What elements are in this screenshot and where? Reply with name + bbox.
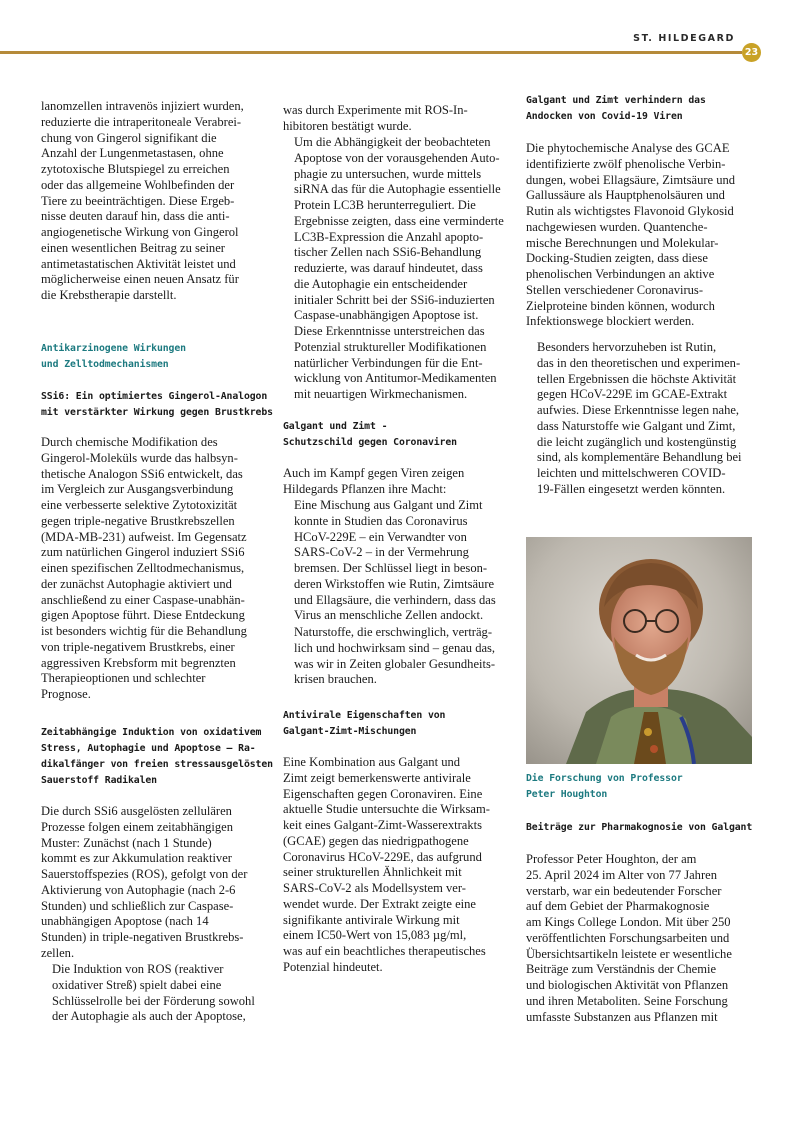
text-line: die Autophagie ein entscheidender [294,276,468,291]
text-line: Die Forschung von Professor [526,773,683,784]
text-line: Zimt zeigt bemerkenswerte antivirale [283,770,471,785]
text-line: Tiere zu beeinträchtigen. Diese Ergeb- [41,193,235,208]
text-line: krisen brauchen. [294,672,377,687]
text-line: SSi6: Ein optimiertes Gingerol-Analogon [41,391,268,402]
col1-heading-zeitabhaengig [41,725,273,789]
text-line: Übersichtsartikeln leistete er wesentliche [526,946,732,961]
text-line: Galgant und Zimt verhindern das [526,95,706,106]
text-line: SARS-CoV-2 als Modellsystem ver- [283,881,466,895]
text-line: möglicherweise einen neuen Ansatz für [41,272,239,287]
text-line: signifikante antivirale Wirkung mit [283,912,460,927]
text-line: Eine Mischung aus Galgant und Zimt [294,498,483,512]
text-line: Apoptose von der vorausgehenden Auto- [294,150,500,165]
text-line: Potenzial hindeutet. [283,959,383,974]
text-line: hibitoren bestätigt wurde. [283,118,412,133]
text-line: der Autophagie als auch der Apoptose, [52,1009,246,1024]
text-line: am Kings College London. Mit über 250 [526,915,731,929]
text-line: Protein LC3B herunterreguliert. Die [294,198,476,212]
text-line: Docking-Studien zeigten, dass diese [526,251,708,266]
text-line: oxidativer Streß) spielt dabei eine [52,977,222,992]
text-line: aktuelle Studie untersuchte die Wirksam- [283,802,490,817]
text-line: gigen Apoptose führt. Diese Entdeckung [41,608,245,623]
text-line: phenolischen Verbindungen an aktive [526,267,715,281]
text-line: Stress, Autophagie und Apoptose – Ra- [41,743,256,754]
text-line: kommt es zur Akkumulation reaktiver [41,851,232,866]
text-line: bremsen. Der Schlüssel liegt in beson- [294,561,488,575]
text-line: Gingerol-Moleküls wurde das halbsyn- [41,450,238,465]
col1-paragraph-4 [41,962,270,1025]
text-line: der zunächst Autophagie aktiviert und [41,576,232,591]
text-line: Naturstoffe, die erschwinglich, verträg- [294,625,493,639]
text-line: identifizierte zwölf phenolische Verbin- [526,156,726,171]
text-line: Prognose. [41,687,91,701]
text-line: phagie zu untersuchen, wurde mittels [294,166,482,181]
text-line: Schlüsselrolle bei der Förderung sowohl [52,993,255,1008]
text-line: Beiträge zum Verständnis der Chemie [526,962,717,977]
text-line: Virus an menschliche Zellen andockt. [294,608,484,623]
text-line: Peter Houghton [526,789,608,800]
col2-heading-antivirale [283,708,445,740]
col1-paragraph-3 [41,804,270,962]
text-line: Zielproteine binden können, wodurch [526,298,715,313]
col2-paragraph-6 [283,755,513,976]
text-line: Die durch SSi6 ausgelösten zellulären [41,804,232,818]
text-line: Infektionswege blockiert werden. [526,314,695,329]
text-line: die leicht zugänglich und kostengünstig [537,434,737,449]
text-line: ist besonders wichtig für die Behandlung [41,624,247,638]
col1-paragraph-1 [41,99,270,304]
text-line: und Ellagsäure, die verhindern, dass das [294,592,496,607]
text-line: nachgewiesen wurden. Quantenche- [526,219,708,234]
text-line: was auf ein beachtliches therapeutisches [283,944,486,958]
text-line: und biologischen Aktivität von Pflanzen [526,978,729,992]
text-line: auf dem Gebiet der Pharmakognosie [526,899,710,914]
text-line: Schutzschild gegen Coronaviren [283,437,457,448]
col2-paragraph-3 [283,466,513,498]
text-line: Auch im Kampf gegen Viren zeigen [283,466,465,480]
text-line: einem IC50-Wert von 15,083 µg/ml, [283,928,467,943]
col3-paragraph-3 [526,852,755,1025]
text-line: Sauerstoff Radikalen [41,775,157,786]
text-line: nisse deuten darauf hin, dass die anti- [41,209,230,224]
text-line: chung von Gingerol signifikant die [41,130,217,145]
text-line: Professor Peter Houghton, der am [526,852,697,866]
text-line: Stunden) in triple-negativen Brustkrebs- [41,930,244,944]
text-line: Galgant-Zimt-Mischungen [283,726,417,737]
col1-heading-ssi6 [41,389,273,421]
text-line: im Vergleich zur Ausgangsverbindung [41,482,234,497]
text-line: Ergebnisse zeigten, dass eine verminderte [294,213,504,228]
text-line: gegen HCoV-229E im GCAE-Extrakt [537,387,728,402]
text-line: Die phytochemische Analyse des GCAE [526,141,730,155]
col1-heading-antikarzinogene [41,341,186,373]
text-line: natürlicher Verbindungen für die Ent- [294,355,483,370]
text-line: HCoV-229E – ein Verwandter von [294,529,467,544]
text-line: tischer Zellen nach SSi6-Behandlung [294,245,482,260]
text-line: angiogenetische Wirkung von Gingerol [41,225,239,239]
text-line: und ihren Metaboliten. Seine Forschung [526,993,728,1008]
text-line: (GCAE) gegen das niedrigpathogene [283,833,469,848]
text-line: konnte in Studien das Coronavirus [294,513,468,528]
text-line: dikalfänger von freien stressausgelösten [41,759,273,770]
text-line: Therapieoptionen und schlechter [41,671,206,686]
text-line: zum natürlichen Gingerol induziert SSi6 [41,545,245,560]
text-line: deren Wirkstoffen wie Rutin, Zimtsäure [294,576,495,591]
text-line: Eine Kombination aus Galgant und [283,755,461,769]
text-line: einen spezifischen Zelltodmechanismus, [41,561,245,575]
text-line: LC3B-Expression die Anzahl apopto- [294,229,484,244]
text-line: dungen, wobei Ellagsäure, Zimtsäure und [526,172,736,187]
text-line: verstarb, war ein bedeutender Forscher [526,883,722,898]
col3-paragraph-1 [526,141,755,330]
text-line: Aktivierung von Autophagie (nach 2-6 [41,882,236,897]
text-line: gegen triple-negative Brustkrebszellen [41,513,235,528]
text-line: Sauerstoffspezies (ROS), gefolgt von der [41,867,248,881]
col2-paragraph-2 [283,135,513,403]
page-number-badge: 23 [742,43,761,62]
text-line: Galgant und Zimt - [283,421,388,432]
text-line: Stellen verschiedener Coronavirus- [526,282,703,297]
text-line: Hildegards Pflanzen ihre Macht: [283,481,447,496]
text-line: einen wesentlichen Beitrag zu seiner [41,240,225,255]
text-line: Besonders hervorzuheben ist Rutin, [537,340,717,354]
text-line: mit verstärkter Wirkung gegen Brustkrebs [41,407,273,418]
col2-paragraph-5 [283,625,513,688]
text-line: Anzahl der Lungenmetastasen, ohne [41,146,224,161]
text-line: die Krebstherapie darstellt. [41,288,177,302]
text-line: Eigenschaften gegen Coronaviren. Eine [283,786,483,801]
col3-heading-andocken [526,93,706,125]
text-line: lich und hochwirksam sind – genau das, [294,640,496,655]
text-line: Gallussäure als Hauptphenolsäuren und [526,188,725,203]
text-line: leichten und mittelschweren COVID- [537,466,726,480]
text-line: veröffentlichten Forschungsarbeiten und [526,930,730,945]
col3-paragraph-2 [526,340,755,498]
text-line: sind, als komplementäre Behandlung bei [537,450,742,465]
col3-heading-beitraege [526,820,752,836]
text-line: Beiträge zur Pharmakognosie von Galgant [526,822,753,833]
text-line: oder das allgemeine Wohlbefinden der [41,177,235,192]
text-line: Caspase-unabhängigen Apoptose ist. [294,308,479,323]
text-line: umfasste Substanzen aus Pflanzen mit [526,1009,718,1024]
text-line: Antivirale Eigenschaften von [283,710,446,721]
text-line: mit neuartigen Wirkmechanismen. [294,387,468,401]
text-line: Stunden) und schließlich zur Caspase- [41,898,234,913]
text-line: 19-Fällen eingesetzt werden könnten. [537,481,726,496]
text-line: wendet wurde. Der Extrakt zeigte eine [283,896,476,911]
text-line: (MDA-MB-231) aufweist. Im Gegensatz [41,529,247,544]
text-line: initialer Schritt bei der SSi6-induzierten [294,292,495,307]
text-line: 25. April 2024 im Alter von 77 Jahren [526,867,717,882]
text-line: unabhängigen Apoptose (nach 14 [41,914,209,929]
col2-heading-galgant-zimt [283,419,457,451]
text-line: was durch Experimente mit ROS-In- [283,103,468,117]
text-line: Antikarzinogene Wirkungen [41,343,186,354]
text-line: aufwies. Diese Erkenntnisse legen nahe, [537,403,740,417]
text-line: seiner strukturellen Ähnlichkeit mit [283,865,462,880]
col3-photo-caption [526,771,683,803]
text-line: siRNA das für die Autophagie essentielle [294,182,501,197]
text-line: von triple-negativem Brustkrebs, einer [41,639,235,654]
col2-paragraph-4 [283,498,513,624]
text-line: tellen Ergebnissen die höchste Aktivität [537,371,737,386]
text-line: anschließend zu einer Caspase-unabhän- [41,592,245,607]
header-rule [0,51,742,54]
text-line: antimetastatischen Aktivität leistet und [41,256,236,271]
portrait-illustration [526,537,752,764]
text-line: thetische Analogon SSi6 entwickelt, das [41,466,243,481]
text-line: keit eines Galgant-Zimt-Wasserextrakts [283,818,482,832]
text-line: Prozesse folgen einem zeitabhängigen [41,819,233,834]
text-line: Die Induktion von ROS (reaktiver [52,962,224,976]
text-line: reduzierte, was darauf hindeutet, dass [294,261,483,275]
text-line: Diese Erkenntnisse unterstreichen das [294,324,485,338]
text-line: und Zelltodmechanismen [41,359,169,370]
portrait-photo [526,537,752,764]
text-line: zellen. [41,945,75,960]
text-line: Coronavirus HCoV-229E, das aufgrund [283,849,482,864]
text-line: mische Berechnungen und Molekular- [526,235,719,250]
text-line: Andocken von Covid-19 Viren [526,111,683,122]
text-line: Potenzial struktureller Modifikationen [294,339,487,354]
text-line: zytotoxische Blutspiegel zu erreichen [41,162,230,176]
header-title: ST. HILDEGARD [633,33,735,44]
text-line: aggressiven Krebsform mit begrenzten [41,655,236,670]
text-line: SARS-CoV-2 – in der Vermehrung [294,545,469,560]
text-line: Um die Abhängigkeit der beobachteten [294,135,491,149]
text-line: reduzierte die intraperitoneale Verabrei- [41,114,242,129]
col2-paragraph-1 [283,103,513,135]
text-line: Muster: Zunächst (nach 1 Stunde) [41,835,212,850]
text-line: Zeitabhängige Induktion von oxidativem [41,727,262,738]
col1-paragraph-2 [41,435,270,703]
text-line: Rutin als wichtigstes Flavonoid Glykosid [526,204,734,218]
text-line: eine verbesserte selektive Zytotoxizität [41,498,238,512]
text-line: lanomzellen intravenös injiziert wurden, [41,99,244,113]
text-line: das in den theoretischen und experimen- [537,355,741,370]
text-line: Durch chemische Modifikation des [41,435,218,449]
text-line: was wir in Zeiten globaler Gesundheits- [294,656,496,671]
text-line: dass Naturstoffe wie Galgant und Zimt, [537,418,736,433]
text-line: wicklung von Antitumor-Medikamenten [294,371,497,386]
